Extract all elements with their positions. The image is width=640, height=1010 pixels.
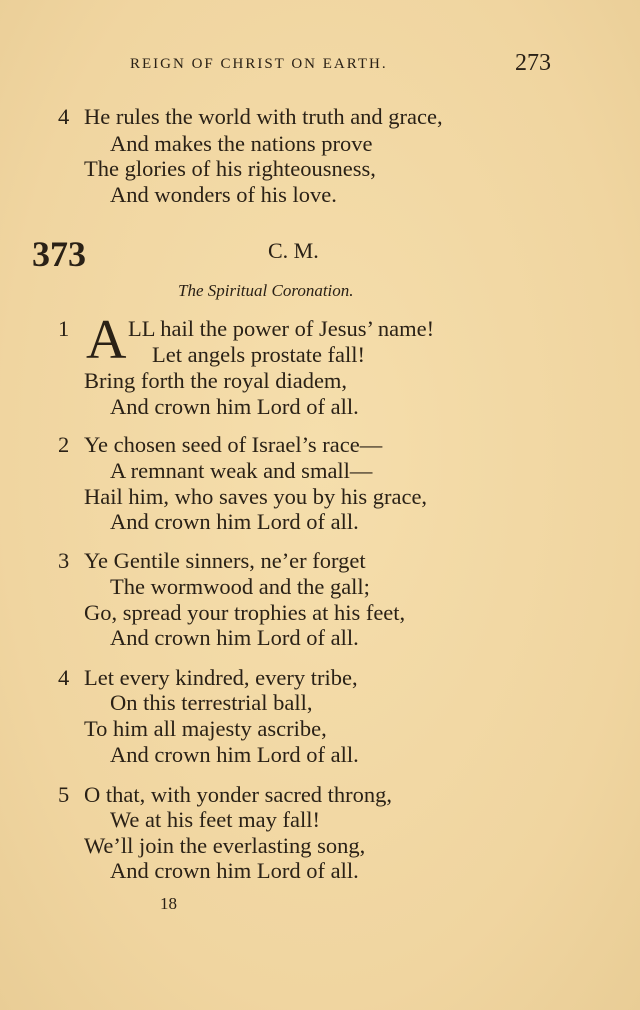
verse-number: 3 [58, 548, 70, 573]
verse-line: And wonders of his love. [110, 182, 337, 207]
verse-line: Let angels prostate fall! [152, 342, 366, 367]
verse-line: The glories of his righteousness, [84, 156, 376, 181]
verse-line: We at his feet may fall! [110, 807, 320, 832]
verse-line: O that, with yonder sacred throng, [84, 782, 393, 807]
hymn-number: 373 [32, 234, 86, 274]
drop-cap: A [86, 309, 127, 371]
verse-line: Go, spread your trophies at his feet, [84, 600, 406, 625]
verse-line: And makes the nations prove [110, 131, 373, 156]
verse-line: And crown him Lord of all. [110, 742, 359, 767]
verse-number: 4 [58, 104, 70, 129]
hymn-title: The Spiritual Coronation. [178, 281, 354, 300]
verse-line: Let every kindred, every tribe, [84, 665, 358, 690]
verse-line: The wormwood and the gall; [110, 574, 370, 599]
verse-line: And crown him Lord of all. [110, 394, 359, 419]
verse-number: 4 [58, 665, 70, 690]
verse-line: Ye chosen seed of Israel’s race— [84, 432, 383, 457]
verse-line: A remnant weak and small— [110, 458, 373, 483]
running-head: REIGN OF CHRIST ON EARTH. [130, 56, 388, 72]
page-number: 273 [515, 50, 551, 76]
signature-mark: 18 [160, 894, 177, 913]
hymn-meter: C. M. [268, 238, 319, 263]
verse-line: Ye Gentile sinners, ne’er forget [84, 548, 366, 573]
verse-line: To him all majesty ascribe, [84, 716, 327, 741]
verse-line: And crown him Lord of all. [110, 858, 359, 883]
verse-line: On this terrestrial ball, [110, 690, 313, 715]
verse-number: 2 [58, 432, 70, 457]
verse-line: And crown him Lord of all. [110, 625, 359, 650]
verse-line: He rules the world with truth and grace, [84, 104, 443, 129]
verse-number: 1 [58, 316, 70, 341]
verse-line: We’ll join the everlasting song, [84, 833, 366, 858]
verse-line: Bring forth the royal diadem, [84, 368, 348, 393]
verse-line: Hail him, who saves you by his grace, [84, 484, 428, 509]
verse-line: LL hail the power of Jesus’ name! [128, 316, 435, 341]
verse-number: 5 [58, 782, 70, 807]
verse-line: And crown him Lord of all. [110, 509, 359, 534]
